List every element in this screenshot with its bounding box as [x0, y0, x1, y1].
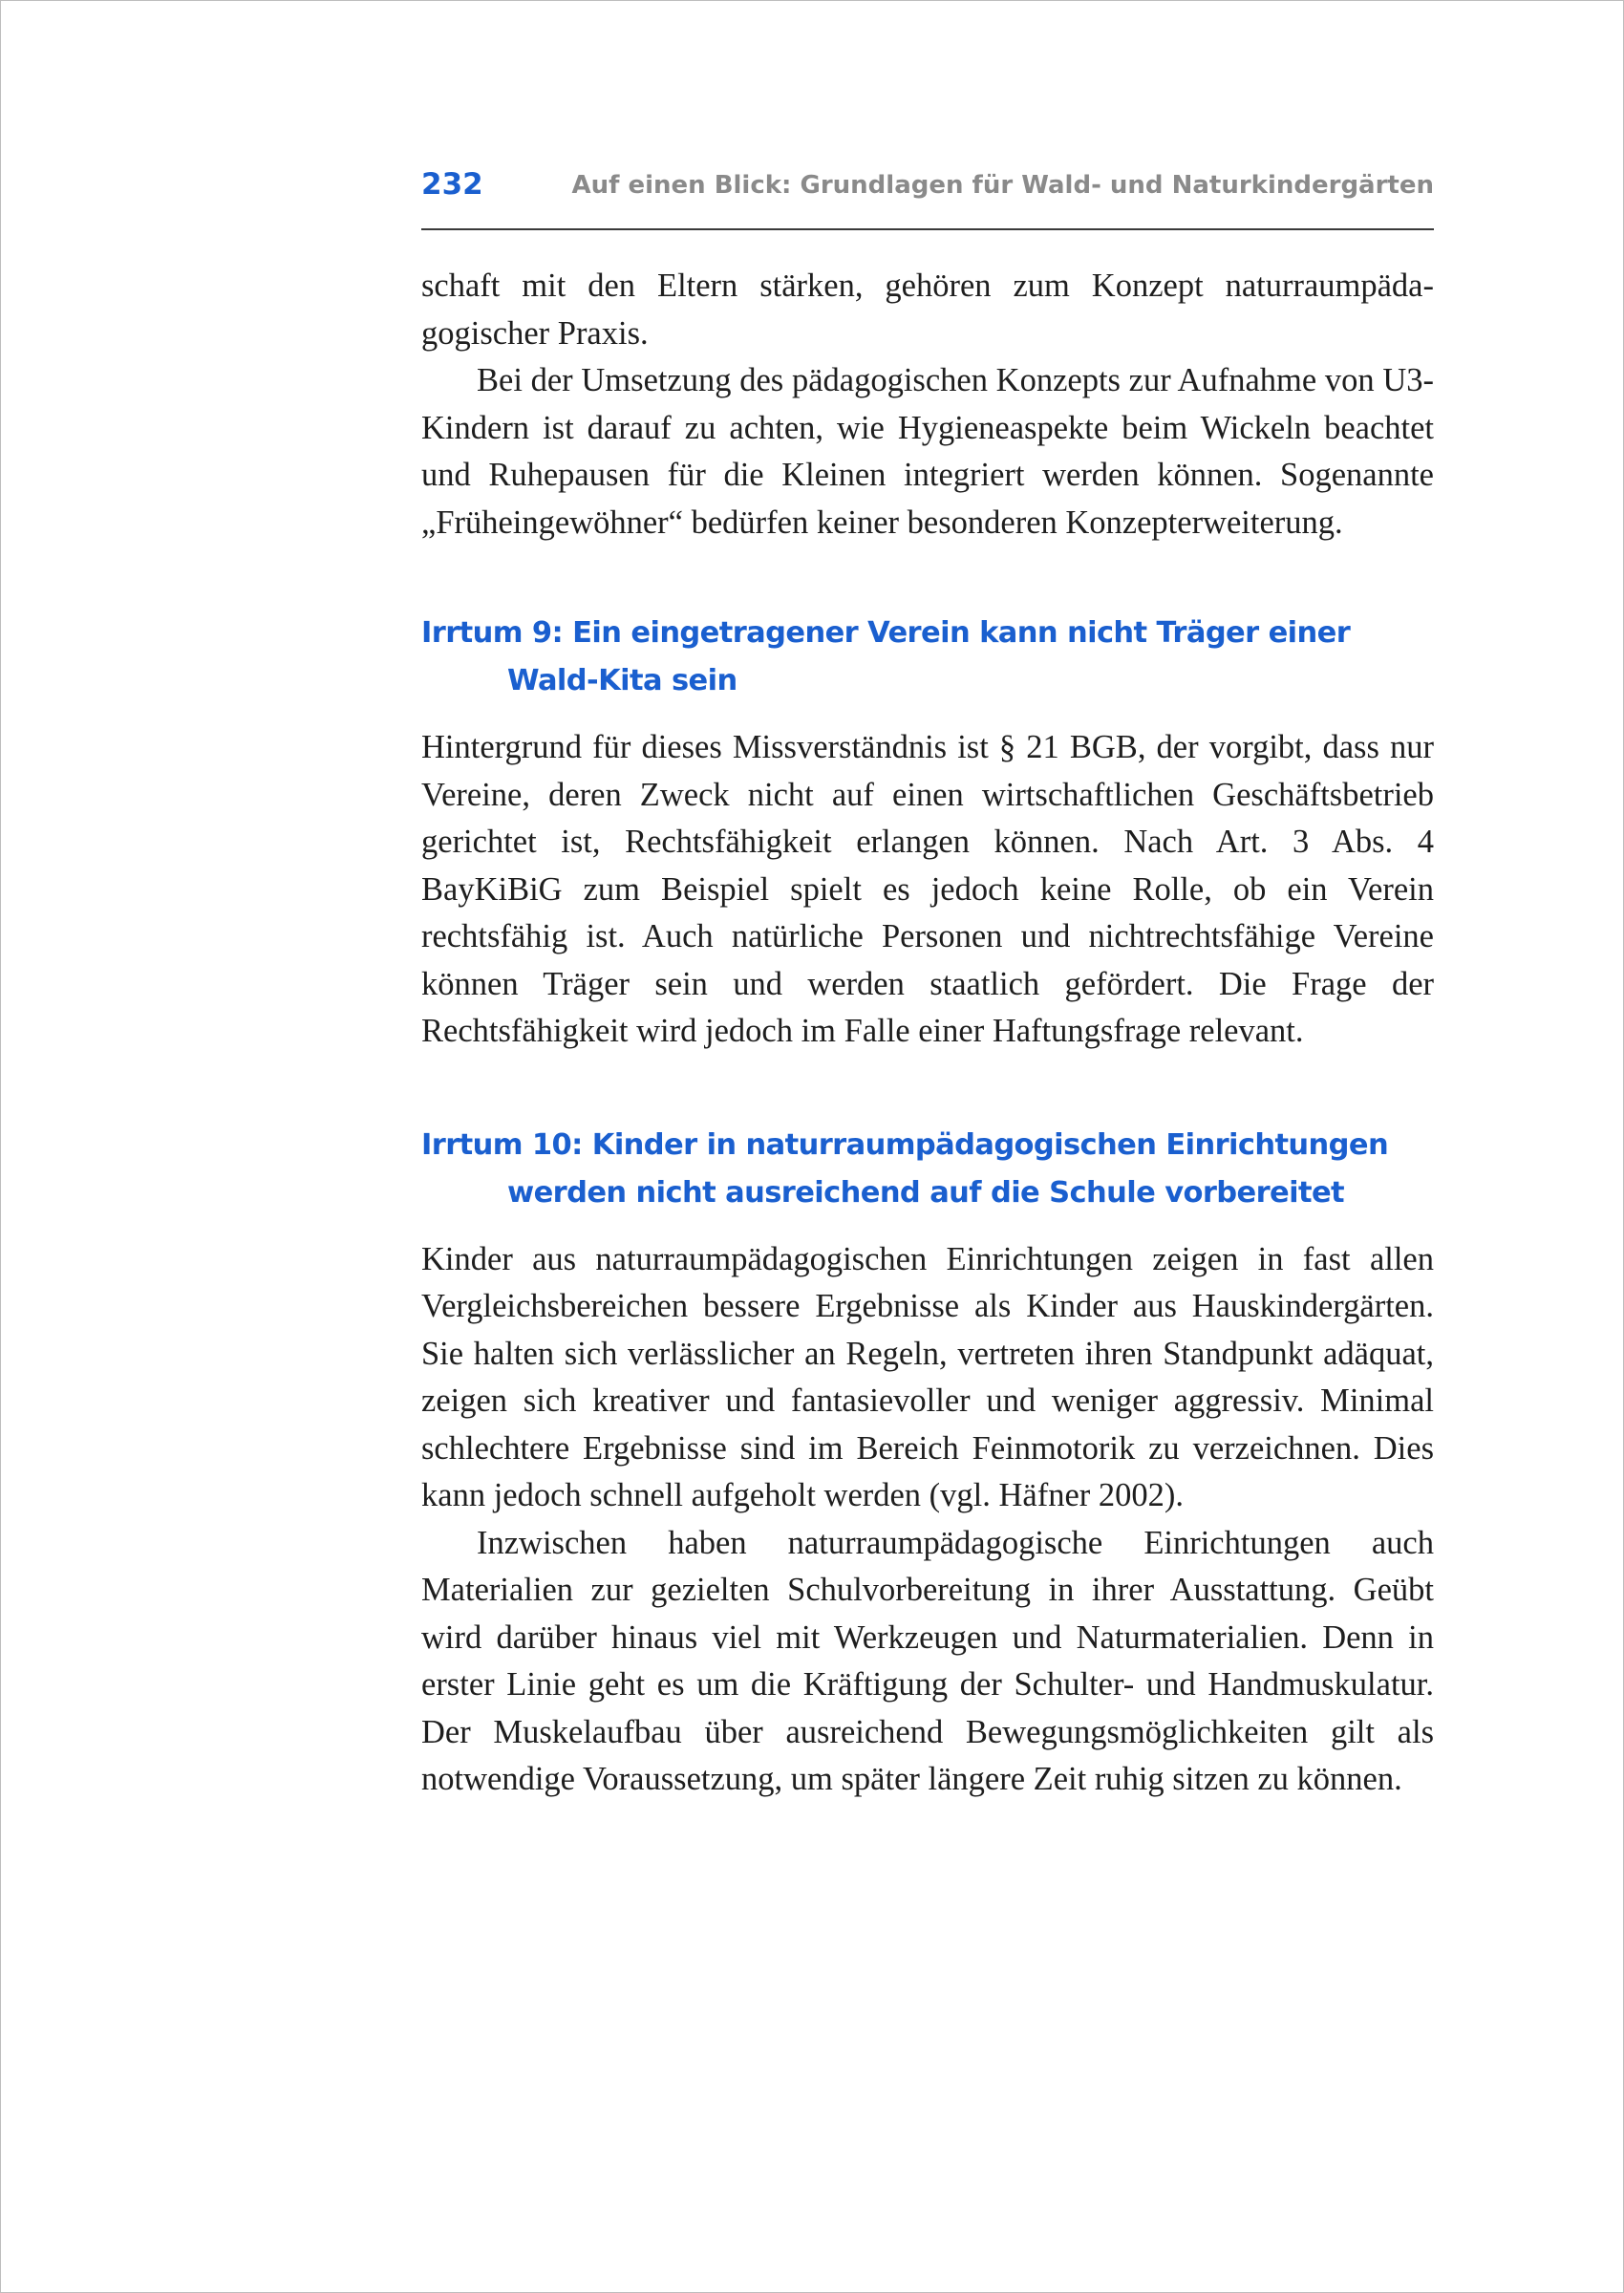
- section-heading-irrtum-9: Irrtum 9: Ein eingetragener Verein kann nicht Träger einer Wald-Kita sein: [421, 616, 1351, 697]
- body-text: [421, 263, 1434, 1804]
- intro-paragraph-2: Bei der Umsetzung des pädagogischen Konzepts zur Aufnahme von U3-Kindern ist darauf zu achten, wie Hygieneaspekte beim Wickeln beachtet und Ruhepausen für die Kleinen integriert werden können. Sogenannte „Früheingewöhner“ bedürfen keiner besonderen Konzepterweiterung.: [421, 362, 1434, 541]
- page-content: [421, 154, 1434, 1804]
- section-heading-irrtum-10: Irrtum 10: Kinder in naturraumpädagogischen Einrichtungen werden nicht ausreichend auf die Schule vorbereitet: [421, 1127, 1389, 1210]
- irrtum-9-paragraph-1: Hintergrund für dieses Missverständnis ist § 21 BGB, der vorgibt, dass nur Vereine, deren Zweck nicht auf einen wirtschaftlichen Geschäftsbetrieb gerichtet ist, Rechtsfähigkeit erlangen können. Nach Art. 3 Abs. 4 BayKiBiG zum Beispiel spielt es jedoch keine Rolle, ob ein Verein rechtsfähig ist. Auch natürliche Personen und nichtrechtsfähige Vereine können Träger sein und werden staatlich gefördert. Die Frage der Rechtsfähigkeit wird jedoch im Falle einer Haftungsfrage relevant.: [421, 729, 1434, 1049]
- running-title: Auf einen Blick: Grundlagen für Wald- und Naturkindergärten: [571, 171, 1434, 200]
- intro-paragraph-1: schaft mit den Eltern stärken, gehören zum Konzept naturraumpädagogischer Praxis.: [421, 268, 1434, 352]
- irrtum-10-paragraph-1: Kinder aus naturraumpädagogischen Einrichtungen zeigen in fast allen Vergleichsbereichen bessere Ergebnisse als Kinder aus Hauskindergärten. Sie halten sich verlässlicher an Regeln, vertreten ihren Standpunkt adäquat, zeigen sich kreativer und fantasievoller und weniger aggressiv. Minimal schlechtere Ergebnisse sind im Bereich Feinmotorik zu verzeichnen. Dies kann jedoch schnell aufgeholt werden (vgl. Häfner 2002).: [421, 1240, 1434, 1513]
- running-header: [421, 154, 1434, 230]
- page-number: 232: [421, 167, 483, 202]
- irrtum-10-paragraph-2: Inzwischen haben naturraumpädagogische Einrichtungen auch Materialien zur gezielten Schulvorbereitung in ihrer Ausstattung. Geübt wird darüber hinaus viel mit Werkzeugen und Naturmaterialien. Denn in erster Linie geht es um die Kräftigung der Schulter- und Handmuskulatur. Der Muskelaufbau über ausreichend Bewegungsmöglichkeiten gilt als notwendige Voraussetzung, um später längere Zeit ruhig sitzen zu können.: [421, 1524, 1434, 1797]
